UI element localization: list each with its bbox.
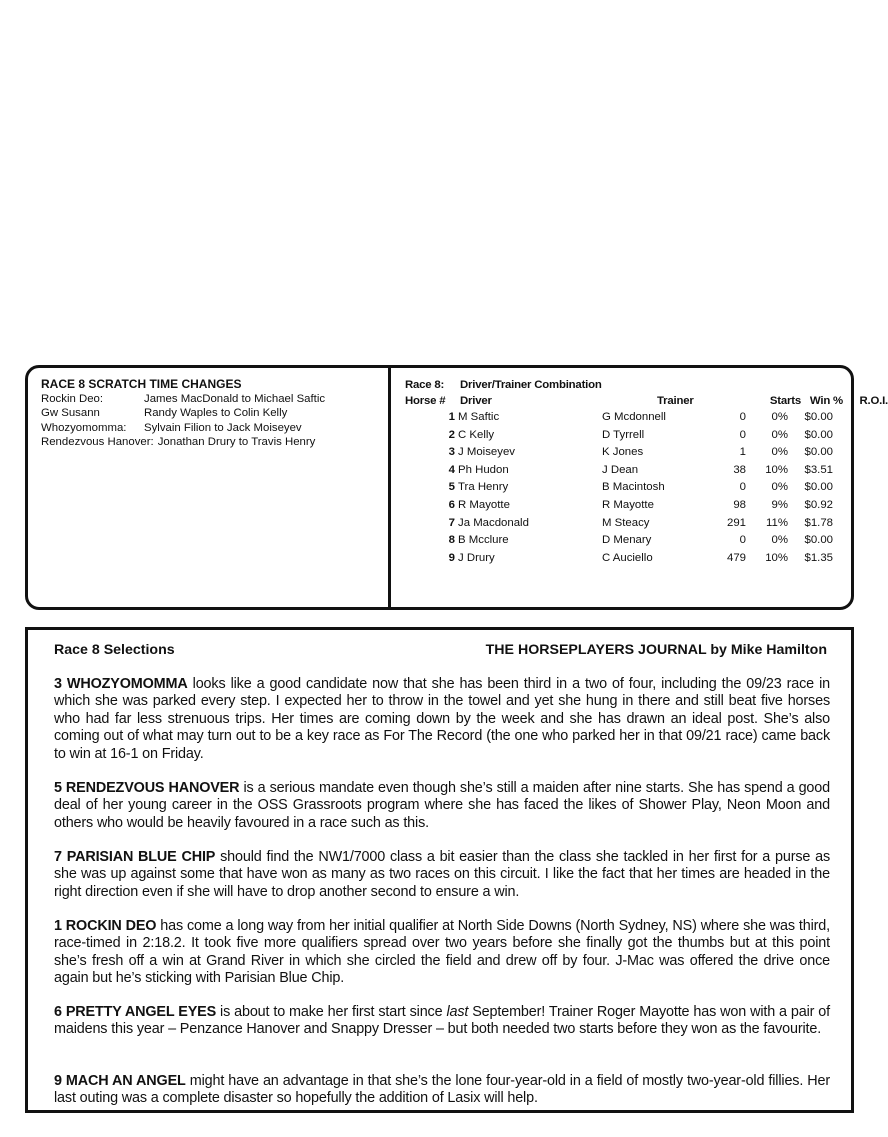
starts-value: 38 (733, 463, 746, 476)
scratch-horse: Gw Susann (41, 407, 100, 420)
starts-value: 1 (739, 446, 746, 459)
selection-text: is about to make her first start since (216, 1004, 447, 1020)
trainer-name: R Mayotte (602, 498, 654, 511)
trainer-name: D Tyrrell (602, 428, 645, 441)
table-header (405, 393, 888, 409)
driver-name: C Kelly (458, 428, 495, 441)
selection-text: might have an advantage in that she’s the lone four-year-old in a field of mostly two-year-old fillies. Her last outing was a complete disaster so hopefully the addition of Lasix will help. (54, 1073, 831, 1107)
selection-text: should find the NW1/7000 class a bit easier than the class she tackled in her first for a purse as she was up against some that have won as many as two races on this circuit. I like the fact that her times are headed in the right direction even if she will have to drop another second to ensure a win. (54, 849, 830, 900)
trainer-name: K Jones (602, 446, 644, 459)
driver-name: R Mayotte (458, 498, 510, 511)
scratch-row (41, 406, 381, 421)
driver-name: Tra Henry (458, 481, 509, 494)
table-row (405, 409, 835, 427)
combo-title-row (405, 377, 835, 393)
selections-title: Race 8 Selections (54, 642, 175, 658)
win-percent: 0% (771, 446, 788, 459)
win-percent: 11% (766, 516, 788, 529)
header-roi: R.O.I. (859, 395, 888, 407)
win-percent: 0% (771, 481, 788, 494)
win-percent: 0% (771, 428, 788, 441)
trainer-name: B Macintosh (602, 481, 665, 494)
table-row (405, 444, 835, 462)
scratch-change: Randy Waples to Colin Kelly (144, 407, 288, 420)
trainer-name: J Dean (602, 463, 639, 476)
starts-value: 98 (733, 498, 746, 511)
driver-name: Ja Macdonald (458, 516, 529, 529)
scratch-horse: Rendezvous Hanover: (41, 436, 154, 449)
horse-number: 7 (448, 516, 455, 529)
win-percent: 10% (765, 463, 788, 476)
roi-value: $1.78 (804, 516, 833, 529)
selection-paragraph (54, 1073, 830, 1108)
win-percent: 10% (765, 551, 788, 564)
selection-horse: 3 WHOZYOMOMMA (54, 676, 188, 692)
trainer-name: G Mcdonnell (602, 411, 666, 423)
selections-header (54, 642, 827, 658)
selection-paragraph (54, 1004, 830, 1039)
roi-value: $0.00 (804, 534, 833, 547)
selection-horse: 5 RENDEZVOUS HANOVER (54, 780, 240, 796)
roi-value: $0.92 (804, 498, 833, 511)
driver-name: B Mcclure (458, 534, 509, 547)
roi-value: $0.00 (804, 446, 833, 459)
horse-number: 4 (448, 463, 455, 476)
scratch-title: RACE 8 SCRATCH TIME CHANGES (41, 377, 242, 391)
scratch-horse: Whozyomomma: (41, 421, 127, 434)
selection-italic: last (446, 1004, 469, 1020)
starts-value: 0 (739, 481, 746, 494)
table-row (405, 462, 835, 480)
scratch-time-changes (41, 377, 381, 450)
scratch-change: Sylvain Filion to Jack Moiseyev (144, 421, 302, 434)
table-row (405, 479, 835, 497)
selection-paragraph (54, 780, 830, 832)
selection-paragraph (54, 849, 830, 901)
driver-name: J Drury (458, 551, 495, 564)
selection-horse: 6 PRETTY ANGEL EYES (54, 1004, 217, 1020)
selection-text: September! Trainer Roger Mayotte has won with a pair of maidens this year – Penzance Hanover and Snappy Dresser – but both needed two starts before they won as the favourite. (54, 1004, 830, 1038)
scratch-horse: Rockin Deo: (41, 392, 104, 405)
scratch-change: James MacDonald to Michael Saftic (144, 392, 326, 405)
starts-value: 291 (726, 516, 746, 529)
selection-horse: 1 ROCKIN DEO (54, 918, 157, 934)
horse-number: 2 (448, 428, 455, 441)
roi-value: $0.00 (804, 481, 833, 494)
trainer-name: D Menary (602, 534, 652, 547)
selection-text: is a serious mandate even though she’s still a maiden after nine starts. She has spend a good deal of her young career in the OSS Grassroots program where she has faced the likes of Shower Play, Neon Moon and others who would be heavily favoured in a race such as this. (54, 780, 830, 831)
win-percent: 9% (771, 498, 788, 511)
horse-number: 9 (448, 551, 455, 564)
horse-number: 5 (448, 481, 455, 494)
selection-paragraph (54, 676, 830, 763)
roi-value: $0.00 (804, 411, 833, 423)
selection-horse: 7 PARISIAN BLUE CHIP (54, 849, 216, 865)
header-horse: Horse # (405, 395, 446, 407)
horse-number: 8 (448, 534, 455, 547)
selection-text: looks like a good candidate now that she has been third in a two of four, including the 09/23 race in which she was parked every step. I expected her to throw in the towel and yet she hung in there and still beat five horses who had far less strenuous trips. Her times are coming down by the week and she has drawn an ideal post. She’s also coming out of what may turn out to be a key race as For The Record (the one who parked her in that 09/21 race) came back to win at 16-1 on Friday. (54, 676, 830, 762)
selection-paragraph (54, 918, 830, 988)
header-driver: Driver (460, 395, 492, 407)
roi-value: $1.35 (804, 551, 833, 564)
starts-value: 0 (739, 534, 746, 547)
combo-title: Driver/Trainer Combination (460, 379, 602, 391)
scratch-row (41, 392, 381, 407)
table-row (405, 532, 835, 550)
horse-number: 3 (448, 446, 455, 459)
selections-box (25, 627, 854, 1113)
driver-name: Ph Hudon (458, 463, 509, 476)
header-win: Win % (809, 395, 843, 407)
driver-trainer-table (405, 377, 888, 567)
table-row (405, 427, 835, 445)
table-row (405, 497, 835, 515)
table-row (405, 550, 835, 568)
win-percent: 0% (771, 411, 788, 423)
selection-horse: 9 MACH AN ANGEL (54, 1073, 186, 1089)
header-trainer: Trainer (657, 395, 694, 407)
trainer-name: C Auciello (602, 551, 653, 564)
driver-name: M Saftic (458, 411, 500, 423)
starts-value: 0 (739, 428, 746, 441)
horse-number: 6 (448, 498, 455, 511)
column-divider (388, 368, 391, 607)
trainer-name: M Steacy (602, 516, 650, 529)
selection-text: has come a long way from her initial qualifier at North Side Downs (North Sydney, NS) where she was third, race-timed in 2:18.2. It took five more qualifiers spread over two years before she finally got the thumbs but at this point she’s fresh off a win at Grand River in which she circled the field and drew off by four. J-Mac was offered the drive once again but he’s sticking with Parisian Blue Chip. (54, 918, 830, 987)
roi-value: $0.00 (804, 428, 833, 441)
win-percent: 0% (771, 534, 788, 547)
roi-value: $3.51 (804, 463, 833, 476)
scratch-change: Jonathan Drury to Travis Henry (157, 436, 316, 449)
horse-number: 1 (448, 411, 455, 423)
race-label: Race 8: (405, 379, 445, 391)
driver-name: J Moiseyev (458, 446, 515, 459)
table-row (405, 515, 835, 533)
scratch-row (41, 421, 381, 436)
top-info-box (25, 365, 888, 610)
starts-value: 0 (739, 411, 746, 423)
scratch-row (41, 435, 381, 450)
starts-value: 479 (726, 551, 746, 564)
byline: THE HORSEPLAYERS JOURNAL by Mike Hamilton (485, 642, 827, 658)
header-starts: Starts (769, 395, 801, 407)
